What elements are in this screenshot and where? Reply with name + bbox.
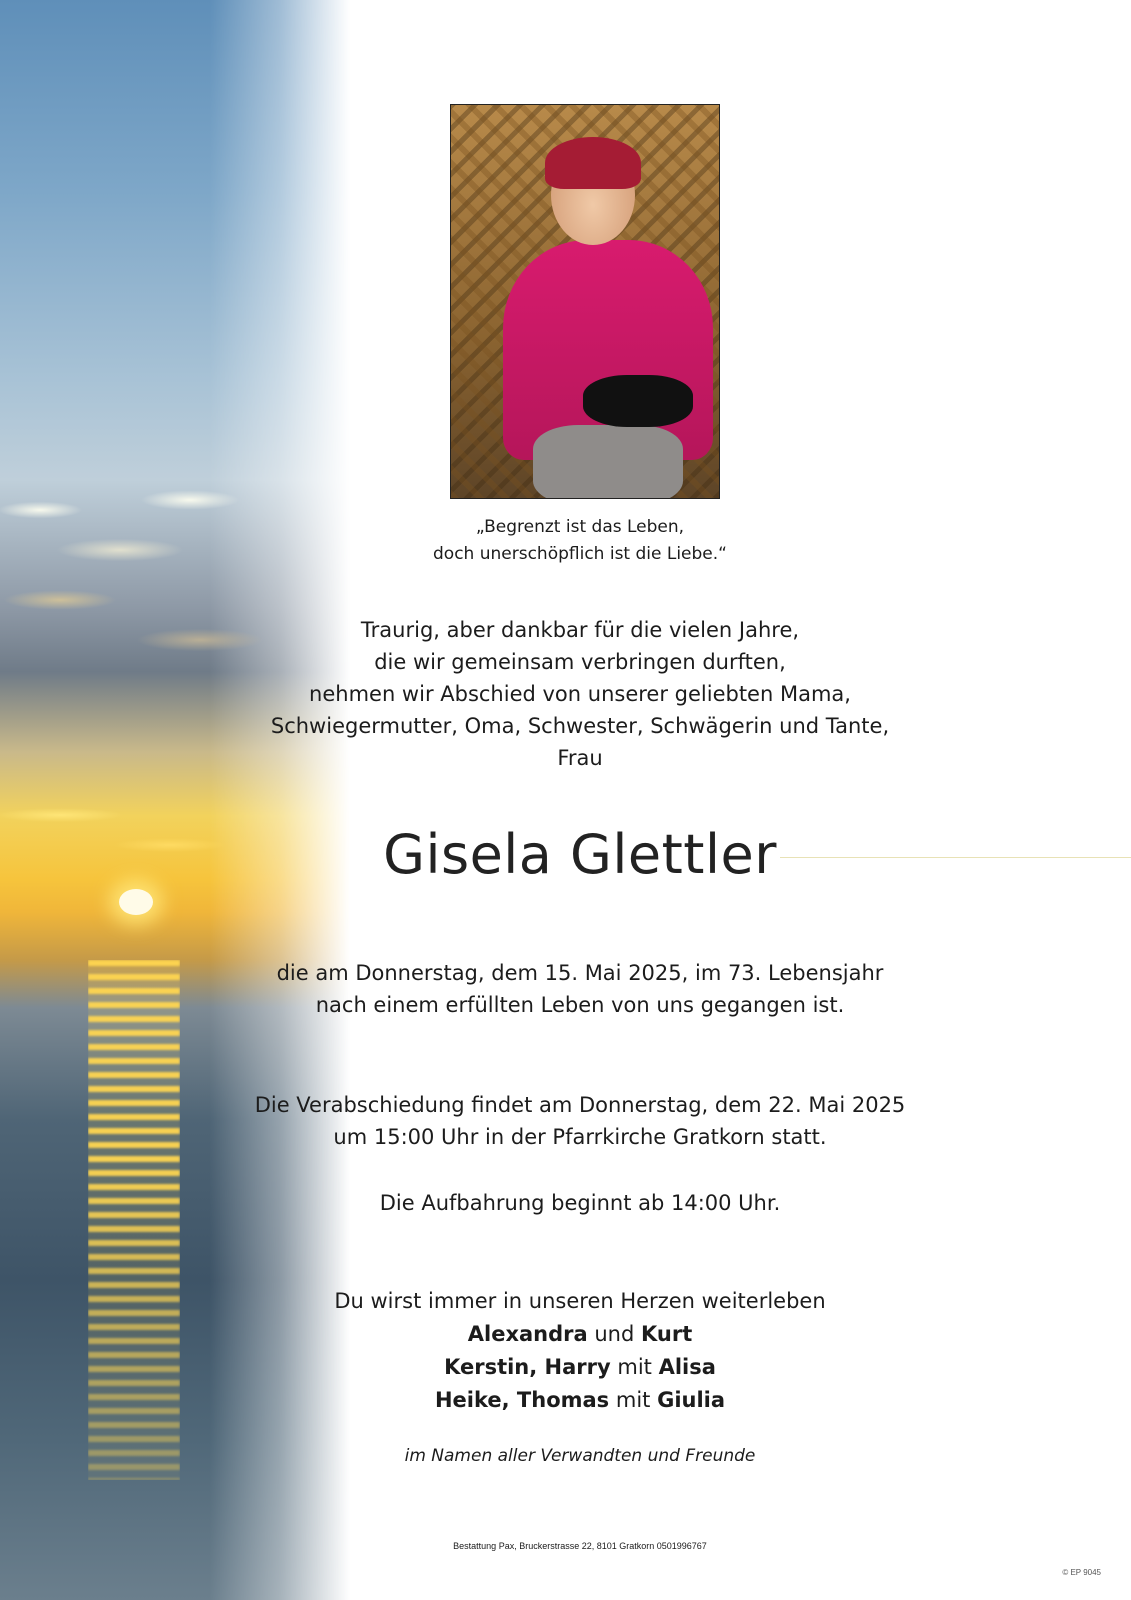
connector: mit xyxy=(610,1355,659,1379)
death-line-2: nach einem erfüllten Leben von uns gegangen ist. xyxy=(315,993,845,1017)
quote-line-1: „Begrenzt ist das Leben, xyxy=(475,517,685,537)
portrait-photo xyxy=(450,104,720,499)
mourners-row-2 xyxy=(230,1351,930,1384)
mourner-name: Kerstin, Harry xyxy=(444,1355,611,1379)
farewell-info xyxy=(230,1089,930,1153)
connector: mit xyxy=(609,1388,658,1412)
intro-line-1: Traurig, aber dankbar für die vielen Jahre, xyxy=(360,618,800,642)
wake-info: Die Aufbahrung beginnt ab 14:00 Uhr. xyxy=(379,1191,781,1215)
quote-line-2: doch unerschöpflich ist die Liebe.“ xyxy=(433,544,727,564)
mourner-name: Heike, Thomas xyxy=(434,1388,610,1412)
death-line-1: die am Donnerstag, dem 15. Mai 2025, im 73. Lebensjahr xyxy=(276,961,884,985)
intro-line-3: nehmen wir Abschied von unserer geliebten Mama, xyxy=(309,682,851,706)
connector: und xyxy=(587,1322,641,1346)
mourners-block xyxy=(230,1285,930,1417)
mourner-name: Kurt xyxy=(640,1322,693,1346)
intro-line-2: die wir gemeinsam verbringen durften, xyxy=(374,650,786,674)
glowing-clouds-decoration xyxy=(0,800,260,870)
farewell-line-1: Die Verabschiedung findet am Donnerstag, dem 22. Mai 2025 xyxy=(254,1093,906,1117)
legs-shape xyxy=(533,425,683,499)
mourner-name: Alexandra xyxy=(467,1322,588,1346)
deceased-name: Gisela Glettler xyxy=(383,823,777,886)
intro-line-5: Frau xyxy=(557,746,603,770)
sun-icon xyxy=(119,889,153,915)
template-code: © EP 9045 xyxy=(1062,1568,1101,1577)
mourner-name: Giulia xyxy=(657,1388,726,1412)
hair-shape xyxy=(545,137,641,189)
person-figure xyxy=(503,145,713,498)
divider-line xyxy=(780,857,1131,858)
undertaker-footer: Bestattung Pax, Bruckerstrasse 22, 8101 Gratkorn 0501996767 xyxy=(453,1541,707,1551)
signoff: im Namen aller Verwandten und Freunde xyxy=(404,1446,756,1466)
black-cat-shape xyxy=(583,375,693,427)
mourners-row-1 xyxy=(230,1318,930,1351)
intro-line-4: Schwiegermutter, Oma, Schwester, Schwägerin und Tante, xyxy=(270,714,890,738)
death-notice xyxy=(230,957,930,1021)
mourner-name: Alisa xyxy=(658,1355,716,1379)
mourners-row-3 xyxy=(230,1384,930,1417)
farewell-line-2: um 15:00 Uhr in der Pfarrkirche Gratkorn statt. xyxy=(333,1125,827,1149)
sun-reflection-decoration xyxy=(88,960,180,1480)
mourners-intro: Du wirst immer in unseren Herzen weiterleben xyxy=(334,1289,826,1313)
intro-block xyxy=(230,614,930,774)
quote-block xyxy=(230,514,930,568)
